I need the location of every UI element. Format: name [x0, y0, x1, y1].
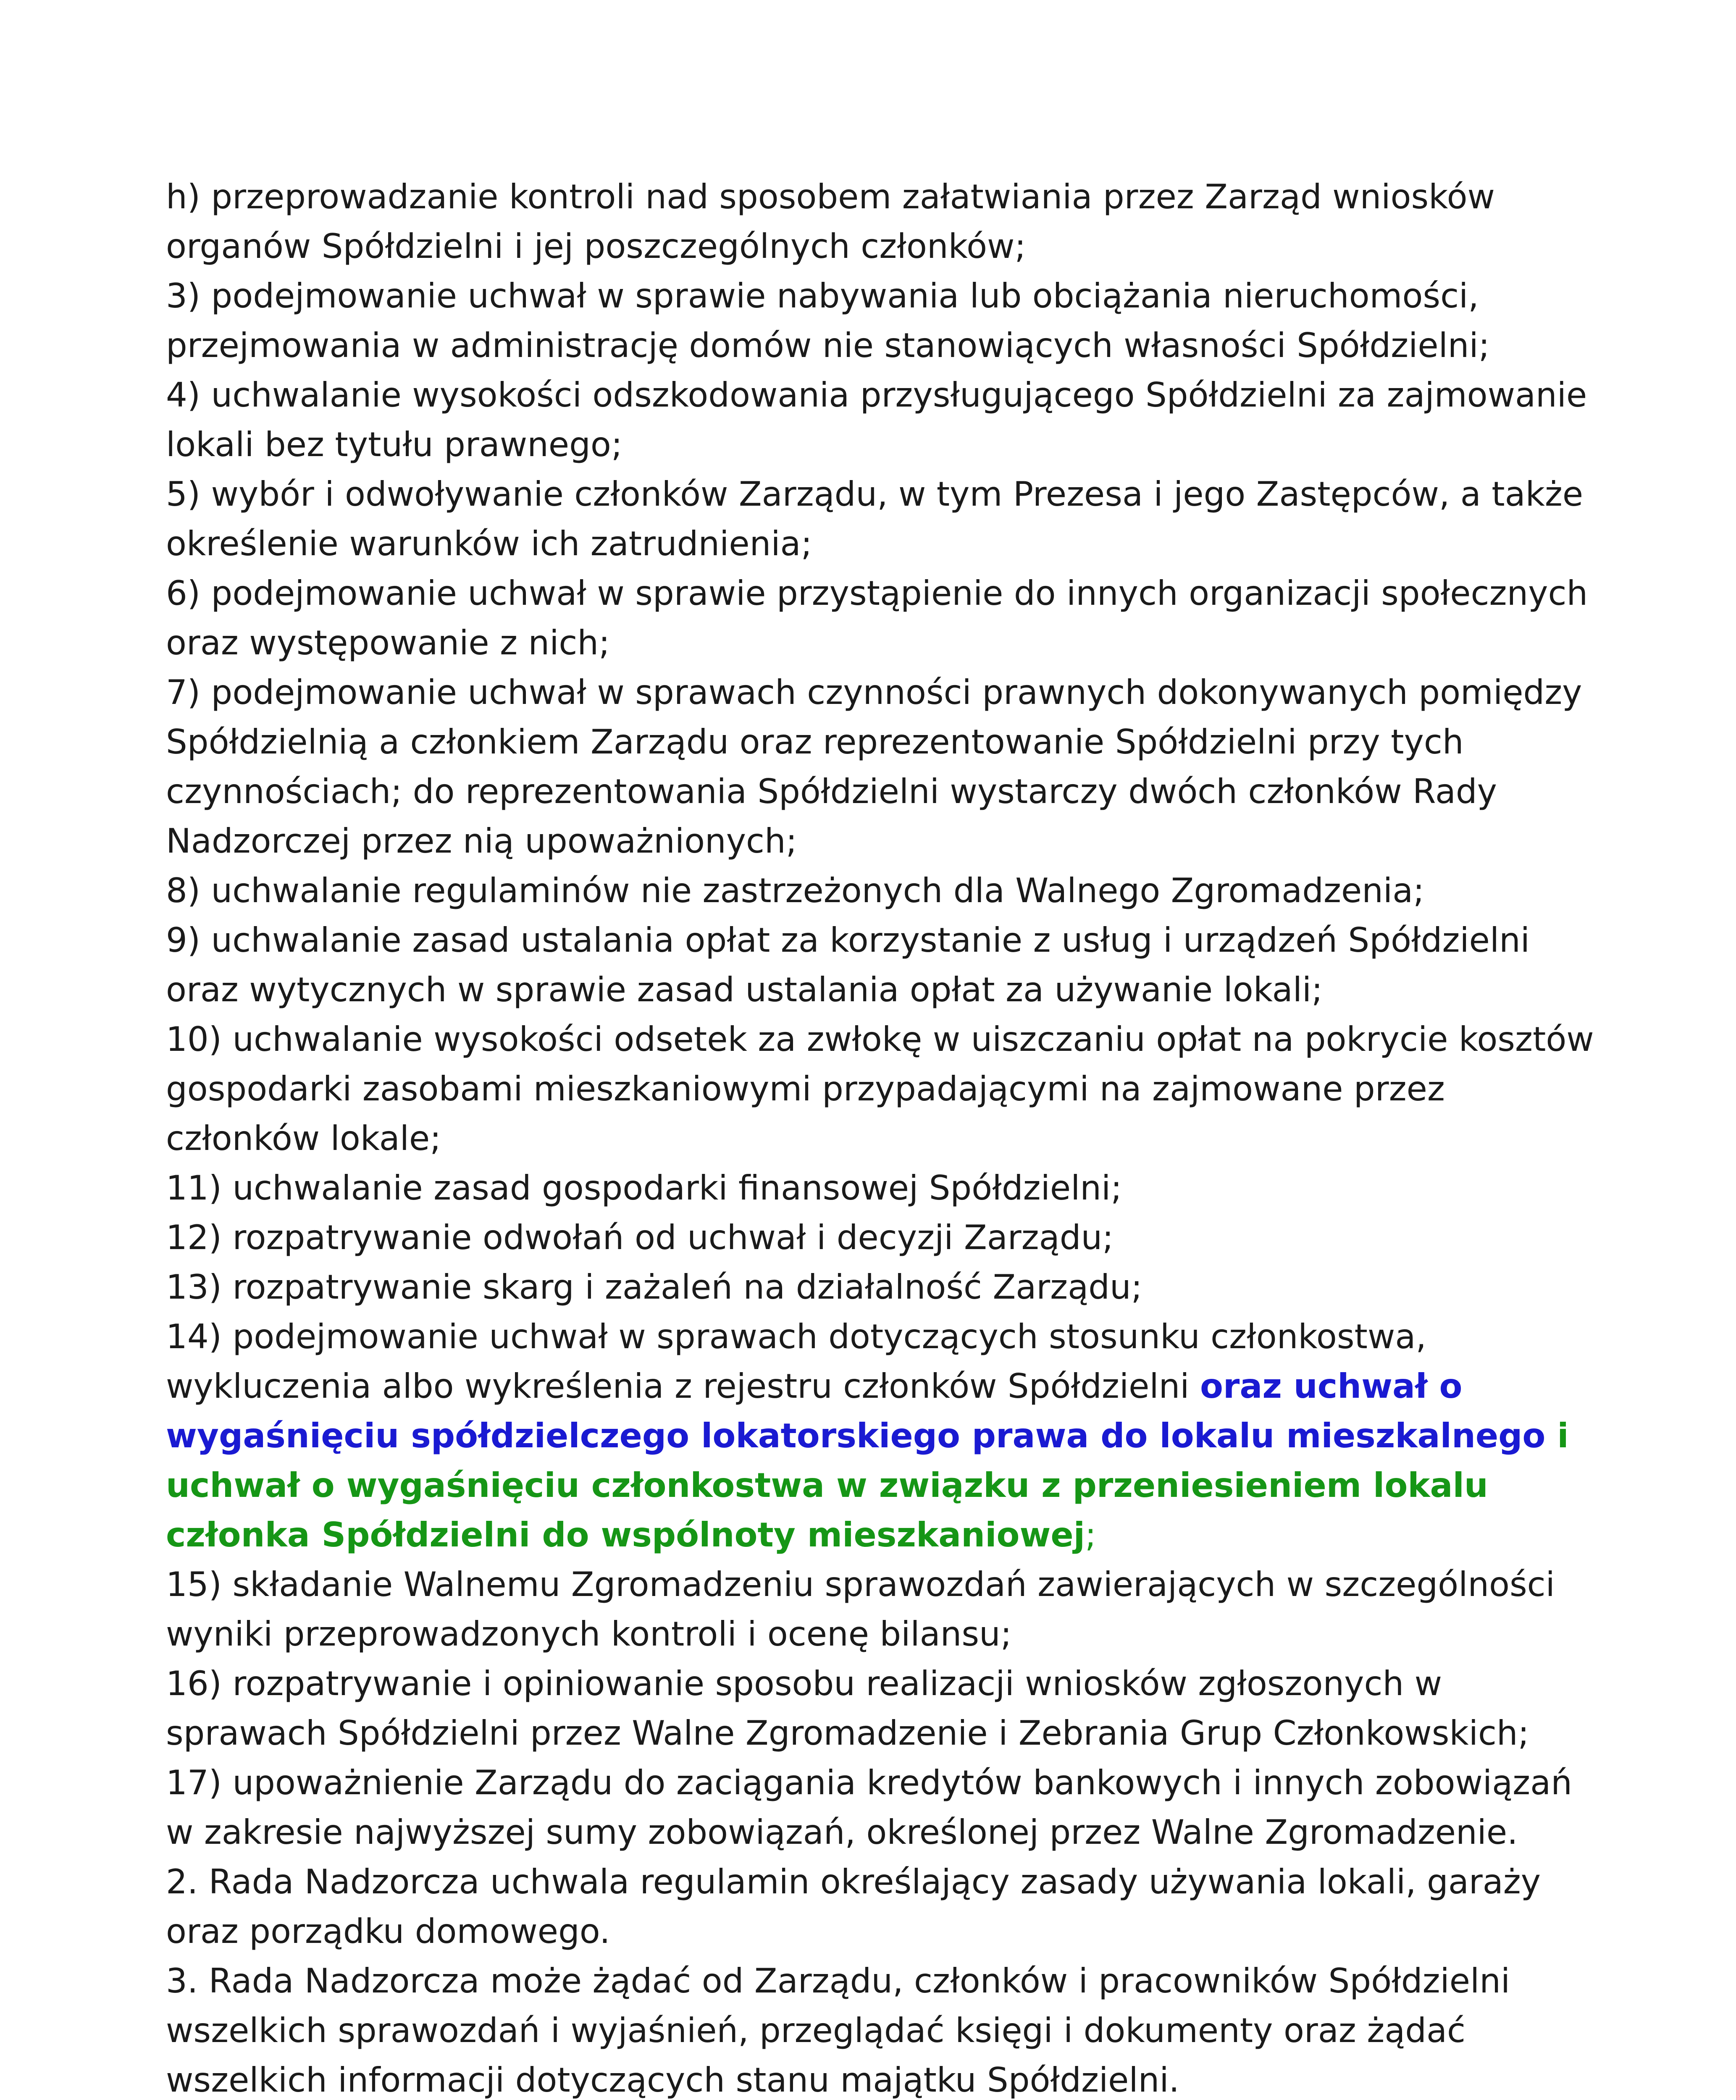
list-item: 5) wybór i odwoływanie członków Zarządu, w tym Prezesa i jego Zastępców, a także określenie warunków ich zatrudnienia;	[166, 475, 1584, 563]
list-item: 15) składanie Walnemu Zgromadzeniu sprawozdań zawierających w szczególności wyniki przeprowadzonych kontroli i ocenę bilansu;	[166, 1565, 1555, 1654]
item-14-blue-emphasis: oraz uchwał o wygaśnięciu spółdzielczego lokatorskiego prawa do lokalu mieszkalnego	[166, 1367, 1546, 1455]
list-item: 11) uchwalanie zasad gospodarki finansowej Spółdzielni;	[166, 1168, 1122, 1208]
list-item-14	[166, 1312, 1594, 1560]
list-item: 13) rozpatrywanie skarg i zażaleń na działalność Zarządu;	[166, 1268, 1142, 1307]
list-item: 16) rozpatrywanie i opiniowanie sposobu realizacji wniosków zgłoszonych w sprawach Spółdzielni przez Walne Zgromadzenie i Zebrania Grup Członkowskich;	[166, 1664, 1529, 1753]
item-14-end-punctuation: ;	[1085, 1515, 1096, 1554]
list-item: 6) podejmowanie uchwał w sprawie przystąpienie do innych organizacji społecznych oraz występowanie z nich;	[166, 574, 1588, 662]
section-paragraph: 3. Rada Nadzorcza może żądać od Zarządu, członków i pracowników Spółdzielni wszelkich sprawozdań i wyjaśnień, przeglądać księgi i dokumenty oraz żądać wszelkich informacji dotyczących stanu majątku Spółdzielni.	[166, 1961, 1510, 2100]
list-item: 7) podejmowanie uchwał w sprawach czynności prawnych dokonywanych pomiędzy Spółdzielnią a członkiem Zarządu oraz reprezentowanie Spółdzielni przy tych czynnościach; do reprezentowania Spółdzielni wystarczy dwóch członków Rady Nadzorczej przez nią upoważnionych;	[166, 673, 1582, 861]
document-body	[166, 172, 1594, 2100]
list-item: 4) uchwalanie wysokości odszkodowania przysługującego Spółdzielni za zajmowanie lokali bez tytułu prawnego;	[166, 375, 1587, 464]
list-item: 17) upoważnienie Zarządu do zaciągania kredytów bankowych i innych zobowiązań w zakresie najwyższej sumy zobowiązań, określonej przez Walne Zgromadzenie.	[166, 1763, 1572, 1852]
item-14-plain-text: 14) podejmowanie uchwał w sprawach dotyczących stosunku członkostwa, wykluczenia albo wykreślenia z rejestru członków Spółdzielni	[166, 1317, 1426, 1406]
section-paragraph: 2. Rada Nadzorcza uchwala regulamin określający zasady używania lokali, garaży oraz porządku domowego.	[166, 1862, 1541, 1951]
list-item: 9) uchwalanie zasad ustalania opłat za korzystanie z usług i urządzeń Spółdzielni oraz wytycznych w sprawie zasad ustalania opłat za używanie lokali;	[166, 921, 1530, 1009]
item-14-green-emphasis: i uchwał o wygaśnięciu członkostwa w związku z przeniesieniem lokalu członka Spółdzielni do wspólnoty mieszkaniowej	[166, 1416, 1569, 1554]
list-item: 10) uchwalanie wysokości odsetek za zwłokę w uiszczaniu opłat na pokrycie kosztów gospodarki zasobami mieszkaniowymi przypadającymi na zajmowane przez członków lokale;	[166, 1020, 1594, 1158]
list-item: 12) rozpatrywanie odwołań od uchwał i decyzji Zarządu;	[166, 1218, 1114, 1257]
list-item: 3) podejmowanie uchwał w sprawie nabywania lub obciążania nieruchomości, przejmowania w administrację domów nie stanowiących własności Spółdzielni;	[166, 276, 1490, 365]
list-item: h) przeprowadzanie kontroli nad sposobem załatwiania przez Zarząd wniosków organów Spółdzielni i jej poszczególnych członków;	[166, 177, 1495, 266]
list-item: 8) uchwalanie regulaminów nie zastrzeżonych dla Walnego Zgromadzenia;	[166, 871, 1425, 910]
